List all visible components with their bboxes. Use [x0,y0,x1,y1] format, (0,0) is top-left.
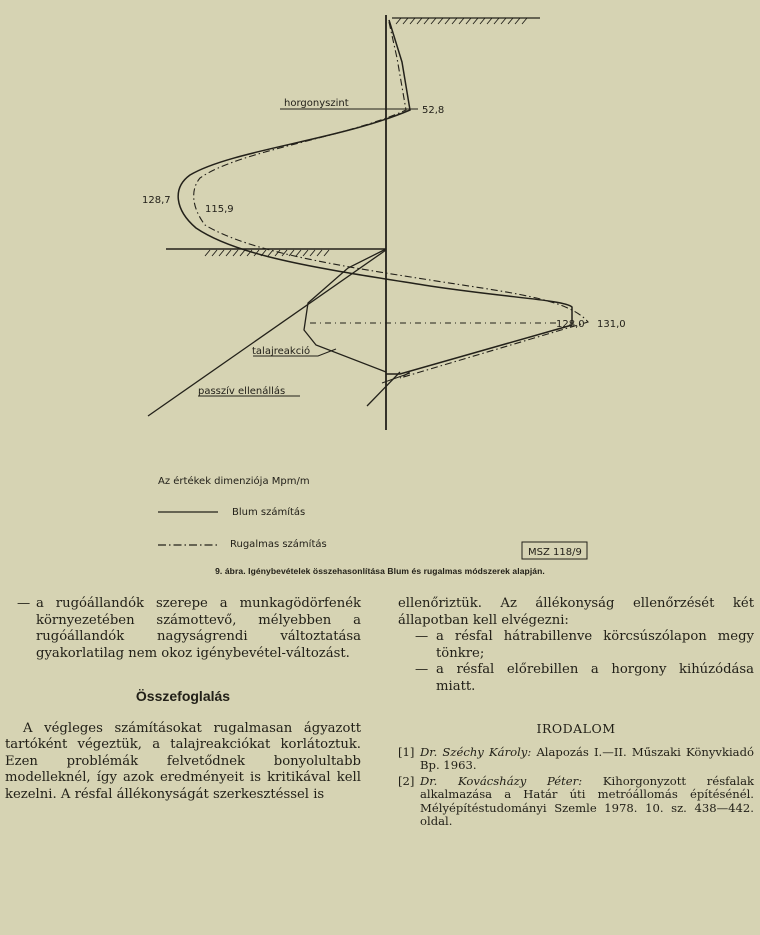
bullet-text: a rugóállandók szerepe a munkagödörfenék környezetében számottevő, mélyebben a rugóállandók nagyságrendi változtatása gyakorlatilag nem okoz igénybevétel-változást. [36,596,361,661]
soil-reaction-label: talajreakció [252,346,311,357]
bullet-item [5,596,361,662]
summary-paragraph: A végleges számításokat rugalmasan ágyazott tartóként végeztük, a talajreakciókat korlátoztuk. Ezen problémák felvetődnek bonyolultabb modelleknél, így azok eredményeit is kritikával kell kezelni. A résfal állékonyságát szerkesztéssel is [5,720,361,802]
stamp-text: MSZ 118/9 [528,547,582,558]
reference-text: Kihorgonyzott résfalak alkalmazása a Határ úti metróállomás építésénél. Mélyépítéstudományi Szemle 1978. 10. sz. 438—442. oldal. [420,773,755,828]
reference-item [398,775,754,829]
reference-author: Dr. Kovácsházy Péter: [420,773,583,788]
blum-moment-curve [178,20,572,374]
list-item [398,629,754,662]
legend-elastic-label: Rugalmas számítás [230,539,327,550]
passive-resistance-line-right [367,372,400,406]
list-item-dash: — [415,629,429,644]
list-item [398,662,754,695]
right-blum-value: 131,0 [597,319,626,330]
anchor-level-label: horgonyszint [284,98,349,109]
right-column [398,596,754,831]
reference-text: Alapozás I.—II. Műszaki Könyvkiadó Bp. 1963. [420,744,754,772]
left-column [5,596,361,803]
bullet-dash: — [17,596,31,611]
reference-number: [1] [398,744,415,759]
reference-item [398,746,754,773]
figure-caption: 9. ábra. Igénybevételek összehasonlítása Blum és rugalmas módszerek alapján. [215,566,545,576]
references-title: IRODALOM [536,721,616,736]
elastic-moment-curve [194,22,588,378]
left-blum-value: 128,7 [142,195,171,206]
list-item-dash: — [415,662,429,677]
excavation-bottom [166,249,386,256]
right-paragraph: ellenőriztük. Az állékonyság ellenőrzését két állapotban kell elvégezni: [398,596,754,628]
reference-number: [2] [398,773,415,788]
legend-blum-label: Blum számítás [232,507,306,518]
list-item-text: a résfal előrebillen a horgony kihúzódása miatt. [436,662,754,694]
anchor-moment-value: 52,8 [422,105,445,116]
reference-author: Dr. Széchy Károly: [420,744,532,759]
section-title: Összefoglalás [135,688,231,704]
left-elastic-value: 115,9 [205,204,234,215]
right-elastic-value: 128,0 [556,319,585,330]
ground-surface-top [392,18,540,24]
passive-resistance-label: passzív ellenállás [198,386,286,397]
legend-units: Az értékek dimenziója Mpm/m [158,476,310,487]
list-item-text: a résfal hátrabillenve körcsúszólapon megy tönkre; [436,629,754,661]
